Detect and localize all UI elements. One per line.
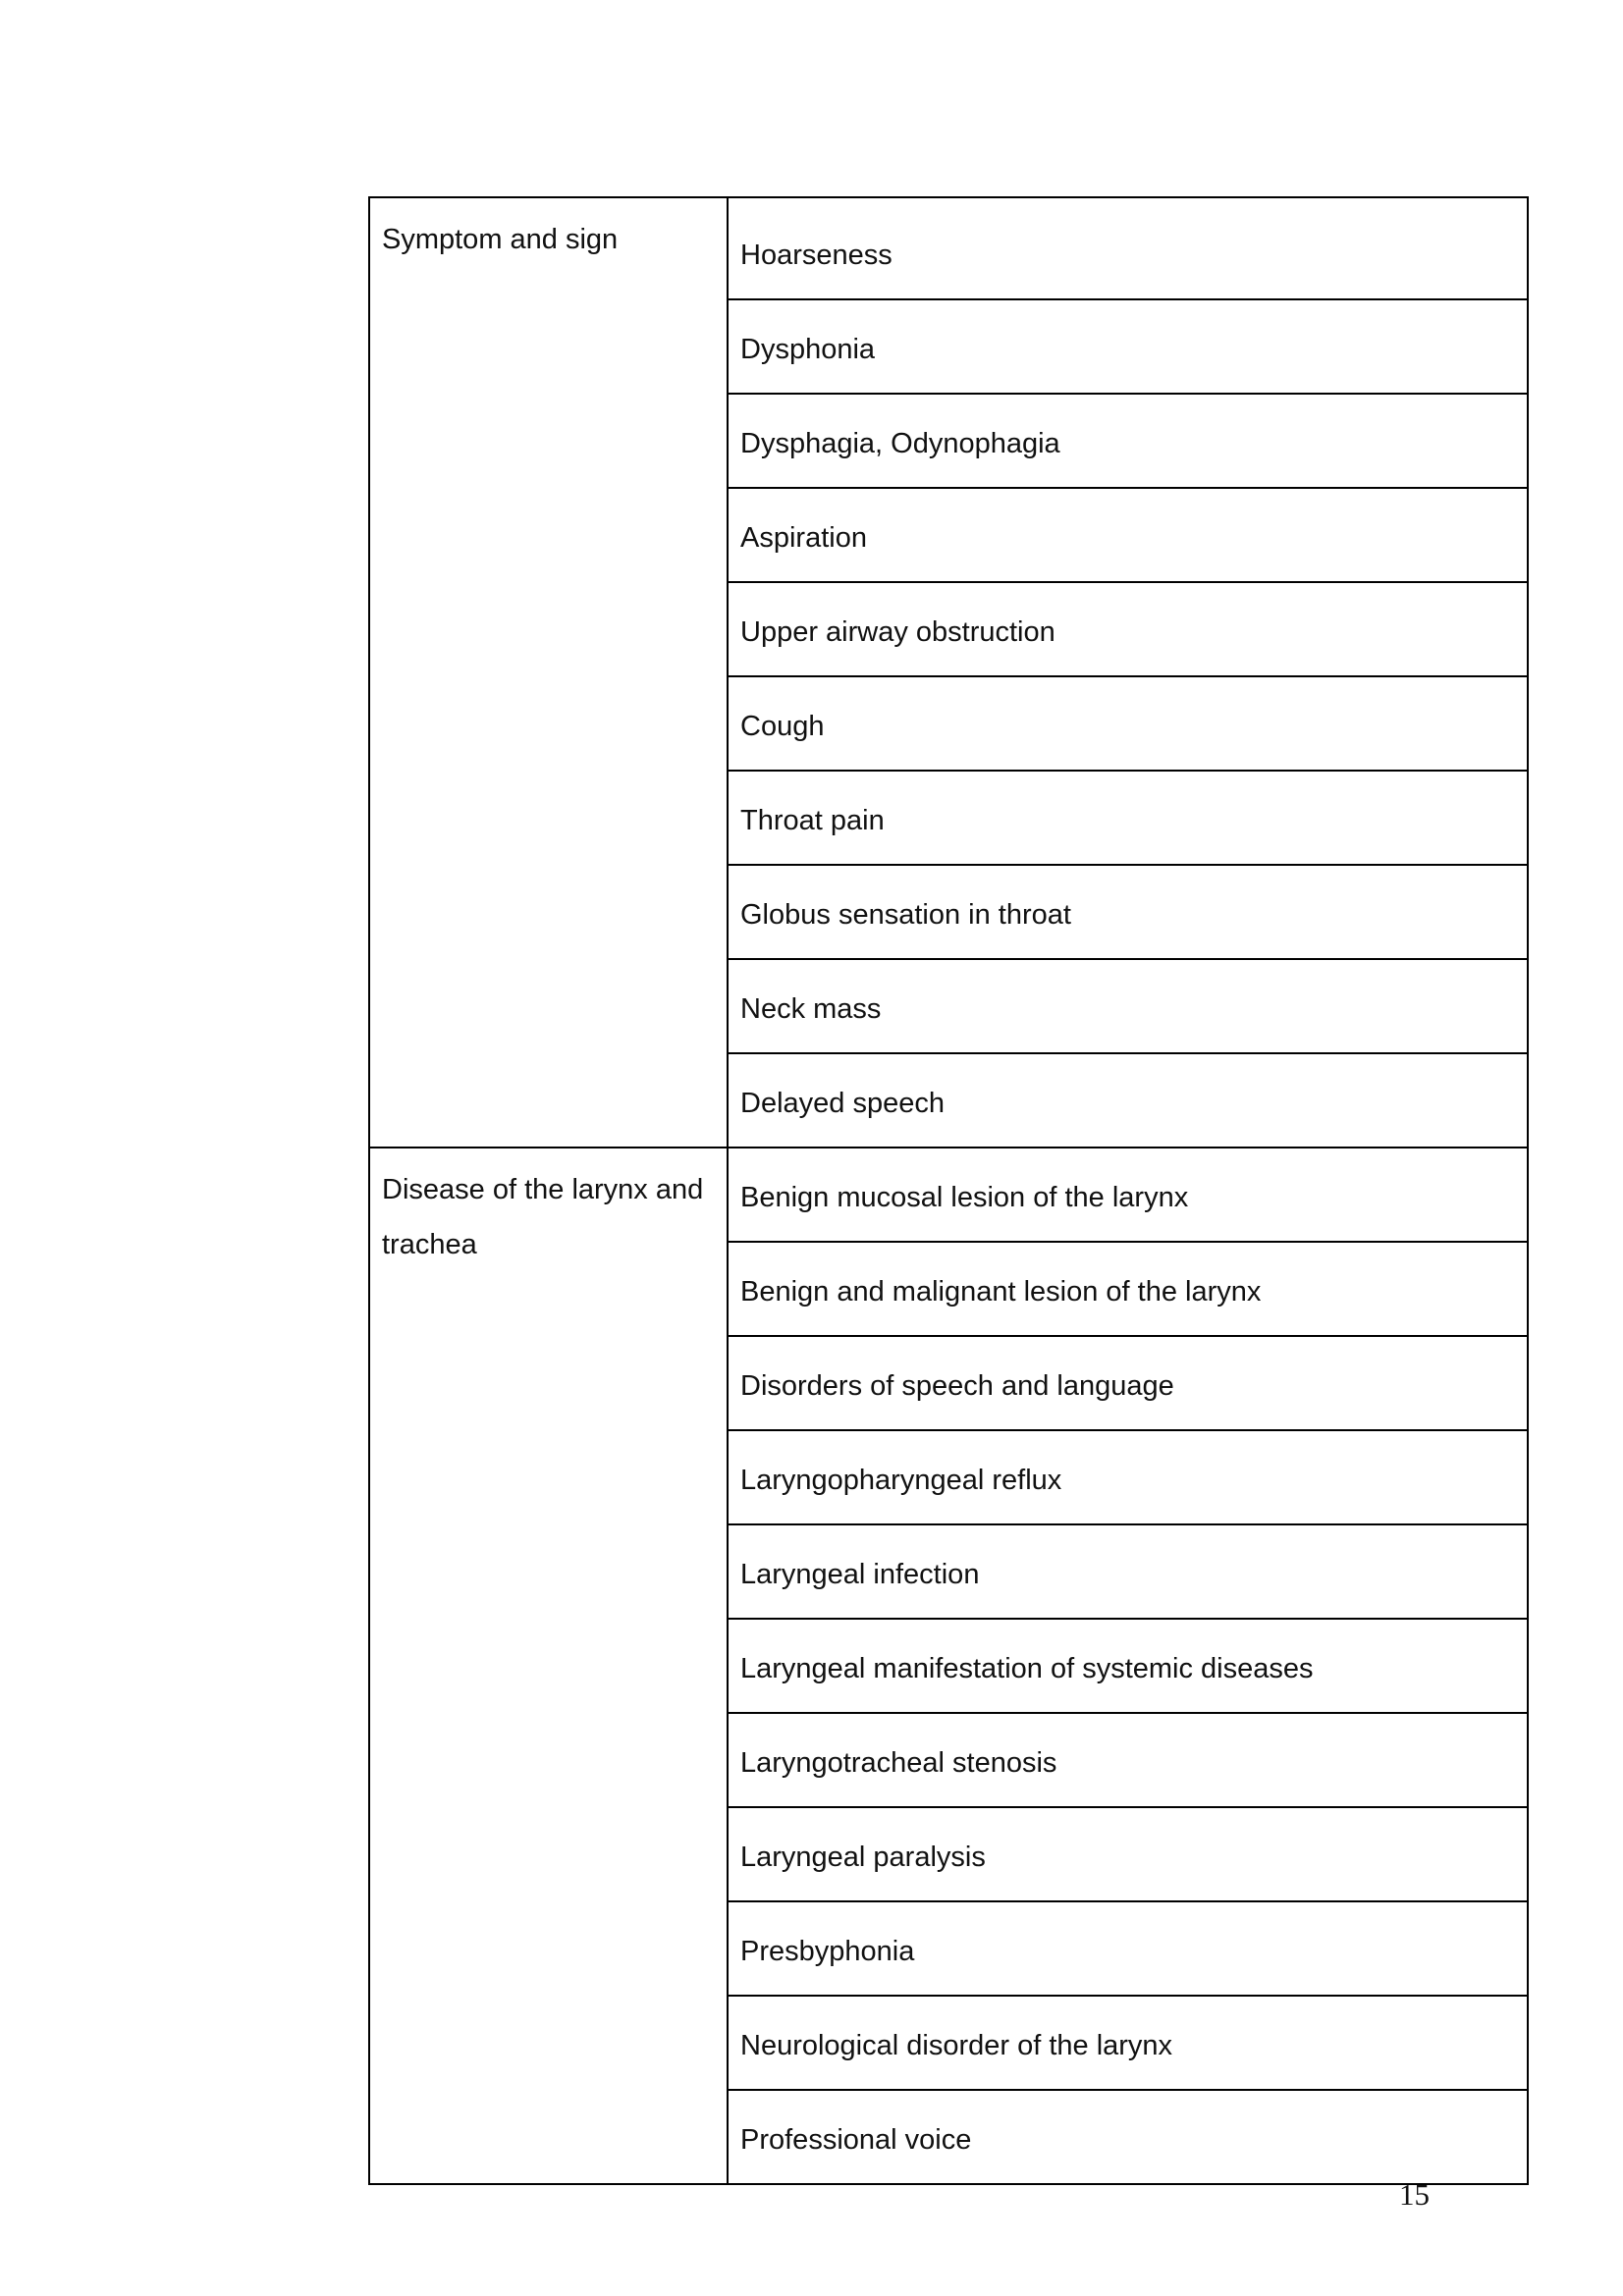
table-row [369, 197, 1528, 299]
item-cell: Professional voice [728, 2090, 1528, 2184]
item-cell: Upper airway obstruction [728, 582, 1528, 676]
item-cell: Laryngopharyngeal reflux [728, 1430, 1528, 1524]
item-cell: Delayed speech [728, 1053, 1528, 1148]
item-cell: Dysphonia [728, 299, 1528, 394]
item-cell: Laryngeal manifestation of systemic diseases [728, 1619, 1528, 1713]
category-cell: Disease of the larynx and trachea [369, 1148, 728, 2184]
item-cell: Dysphagia, Odynophagia [728, 394, 1528, 488]
item-cell: Benign and malignant lesion of the larynx [728, 1242, 1528, 1336]
category-cell: Symptom and sign [369, 197, 728, 1148]
item-cell: Laryngeal paralysis [728, 1807, 1528, 1901]
page-number: 15 [1399, 2177, 1430, 2212]
item-cell: Laryngeal infection [728, 1524, 1528, 1619]
item-cell: Globus sensation in throat [728, 865, 1528, 959]
item-cell: Presbyphonia [728, 1901, 1528, 1996]
item-cell: Throat pain [728, 771, 1528, 865]
item-cell: Cough [728, 676, 1528, 771]
item-cell: Neck mass [728, 959, 1528, 1053]
curriculum-table [368, 196, 1529, 2185]
item-cell: Disorders of speech and language [728, 1336, 1528, 1430]
item-cell: Aspiration [728, 488, 1528, 582]
item-cell: Benign mucosal lesion of the larynx [728, 1148, 1528, 1242]
table-row [369, 1148, 1528, 1242]
item-cell: Hoarseness [728, 197, 1528, 299]
item-cell: Neurological disorder of the larynx [728, 1996, 1528, 2090]
item-cell: Laryngotracheal stenosis [728, 1713, 1528, 1807]
